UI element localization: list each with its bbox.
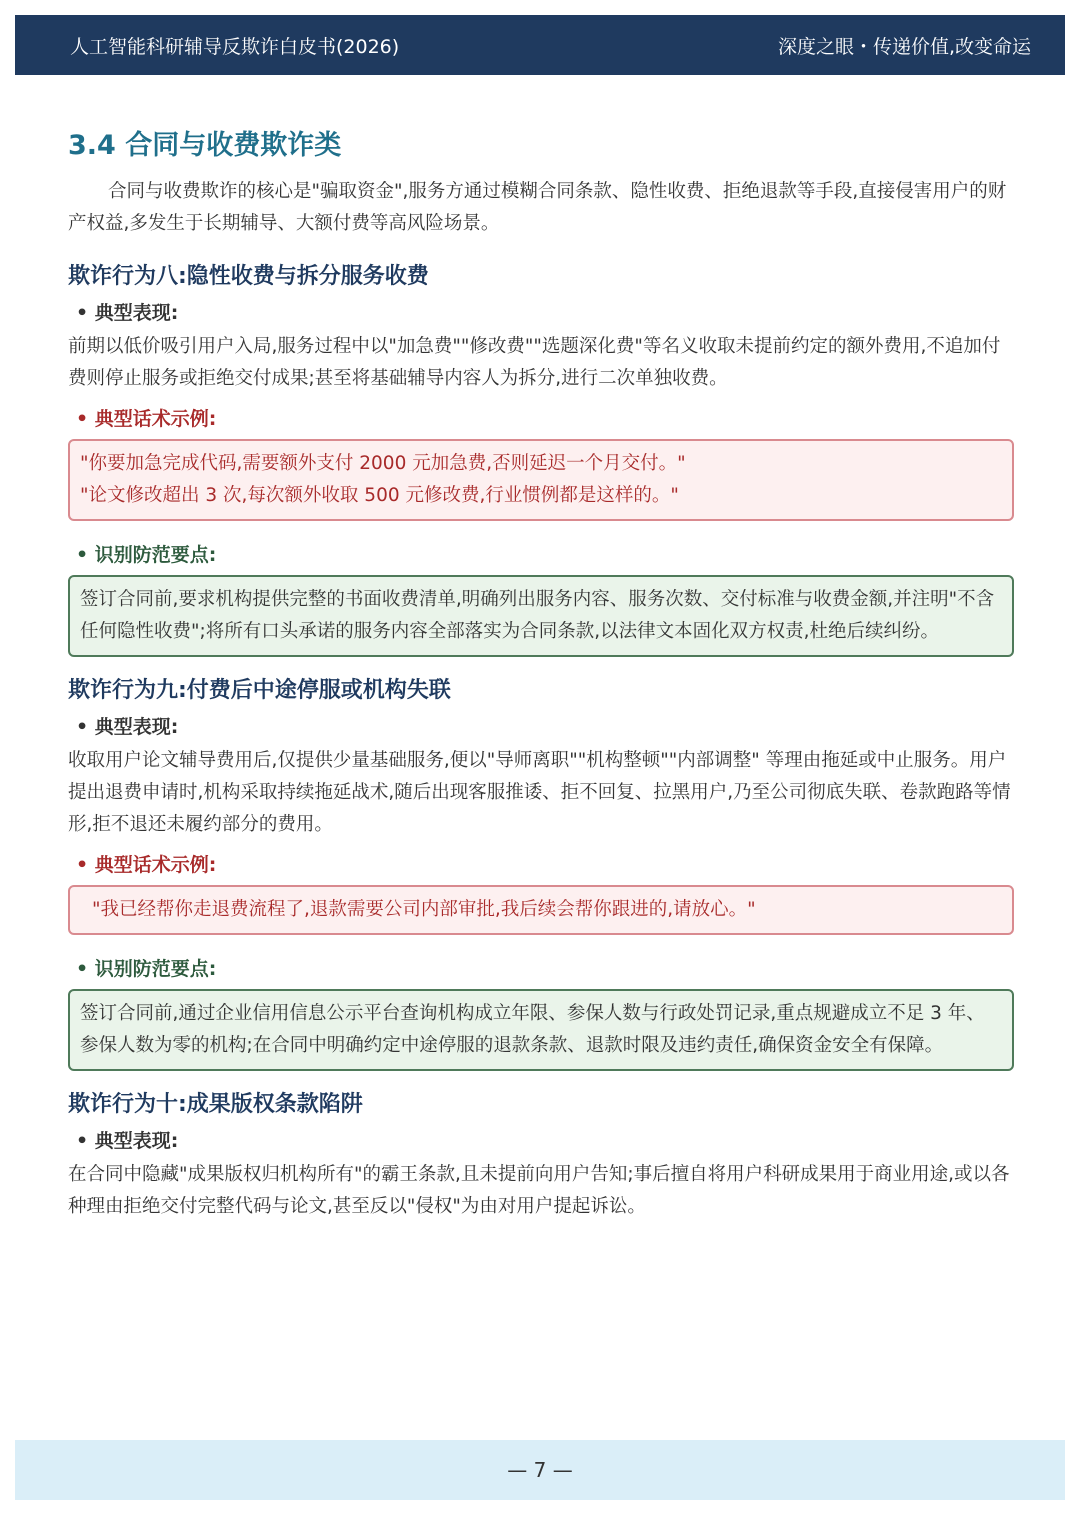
prevent-label: • 识别防范要点: (76, 544, 217, 566)
script-line: "我已经帮你走退费流程了,退款需要公司内部审批,我后续会帮你跟进的,请放心。" (92, 899, 756, 920)
page-number: — 7 — (507, 1458, 573, 1482)
behavior-title: 欺诈行为十:成果版权条款陷阱 (68, 1092, 363, 1117)
script-line: "论文修改超出 3 次,每次额外收取 500 元修改费,行业惯例都是这样的。" (80, 485, 679, 506)
section-intro: 合同与收费欺诈的核心是"骗取资金",服务方通过模糊合同条款、隐性收费、拒绝退款等手段,直接侵害用户的财产权益,多发生于长期辅导、大额付费等高风险场景。 (68, 181, 1007, 234)
script-label: • 典型话术示例: (76, 854, 217, 876)
behavior-block-8 (68, 261, 1014, 657)
typical-label: • 典型表现: (76, 716, 179, 738)
main-content (68, 128, 1014, 1231)
typical-text: 在合同中隐藏"成果版权归机构所有"的霸王条款,且未提前向用户告知;事后擅自将用户科研成果用于商业用途,或以各种理由拒绝交付完整代码与论文,甚至反以"侵权"为由对用户提起诉讼。 (68, 1164, 1010, 1217)
script-label: • 典型话术示例: (76, 408, 217, 430)
page-header (15, 15, 1065, 75)
typical-text: 收取用户论文辅导费用后,仅提供少量基础服务,便以"导师离职""机构整顿""内部调整" 等理由拖延或中止服务。用户提出退费申请时,机构采取持续拖延战术,随后出现客服推诿、拒不回复、拉黑用户,乃至公司彻底失联、卷款跑路等情形,拒不退还未履约部分的费用。 (68, 750, 1011, 835)
script-line: "你要加急完成代码,需要额外支付 2000 元加急费,否则延迟一个月交付。" (80, 453, 686, 474)
header-slogan: 深度之眼・传递价值,改变命运 (777, 35, 1031, 58)
behavior-block-10 (68, 1089, 1014, 1223)
typical-label: • 典型表现: (76, 1130, 179, 1152)
typical-label: • 典型表现: (76, 302, 179, 324)
behavior-title: 欺诈行为八:隐性收费与拆分服务收费 (68, 264, 429, 289)
prevent-box: 签订合同前,通过企业信用信息公示平台查询机构成立年限、参保人数与行政处罚记录,重点规避成立不足 3 年、参保人数为零的机构;在合同中明确约定中途停服的退款条款、退款时限及违约责任,确保资金安全有保障。 (68, 989, 1014, 1071)
prevent-box: 签订合同前,要求机构提供完整的书面收费清单,明确列出服务内容、服务次数、交付标准与收费金额,并注明"不含任何隐性收费";将所有口头承诺的服务内容全部落实为合同条款,以法律文本固化双方权责,杜绝后续纠纷。 (68, 575, 1014, 657)
behavior-title: 欺诈行为九:付费后中途停服或机构失联 (68, 678, 451, 703)
header-title: 人工智能科研辅导反欺诈白皮书(2026) (70, 35, 400, 58)
behavior-block-9 (68, 675, 1014, 1071)
script-example-box (68, 439, 1014, 521)
typical-text: 前期以低价吸引用户入局,服务过程中以"加急费""修改费""选题深化费"等名义收取未提前约定的额外费用,不追加付费则停止服务或拒绝交付成果;甚至将基础辅导内容人为拆分,进行二次单独收费。 (68, 336, 1001, 389)
page-footer (15, 1440, 1065, 1500)
prevent-label: • 识别防范要点: (76, 958, 217, 980)
section-title: 3.4 合同与收费欺诈类 (68, 130, 342, 161)
script-example-box (68, 885, 1014, 935)
